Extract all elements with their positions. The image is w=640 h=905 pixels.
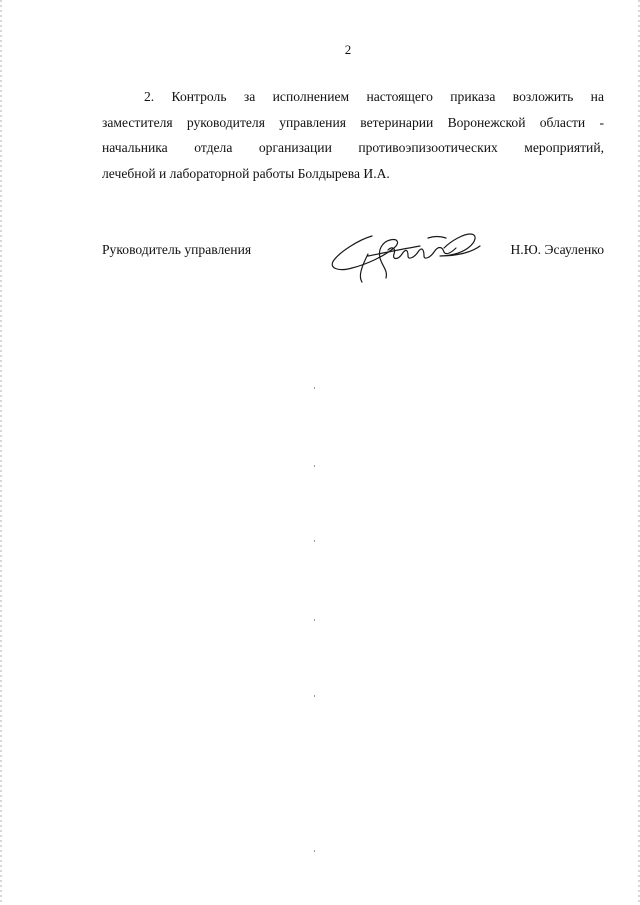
scan-speck: [314, 387, 315, 389]
signatory-position: Руководитель управления: [102, 242, 252, 257]
paragraph-line: 2. Контроль за исполнением настоящего приказа возложить на: [144, 89, 604, 104]
scan-speck: [314, 850, 315, 852]
signatory-name: Н.Ю. Эсауленко: [510, 242, 604, 257]
scan-speck: [314, 465, 315, 467]
scan-speck: [314, 540, 315, 542]
scan-speck: [314, 619, 315, 621]
paragraph-line: начальника отдела организации противоэпизоотических мероприятий,: [102, 140, 604, 155]
page-edge-left: [0, 0, 2, 905]
signature-block: [102, 238, 604, 298]
handwritten-signature: [328, 226, 486, 286]
paragraph-line: заместителя руководителя управления ветеринарии Воронежской области -: [102, 114, 604, 130]
paragraph-line: лечебной и лабораторной работы Болдырева И.А.: [102, 165, 390, 181]
scan-speck: [314, 695, 315, 697]
page-number: 2: [344, 42, 352, 57]
order-paragraph: [102, 84, 604, 186]
